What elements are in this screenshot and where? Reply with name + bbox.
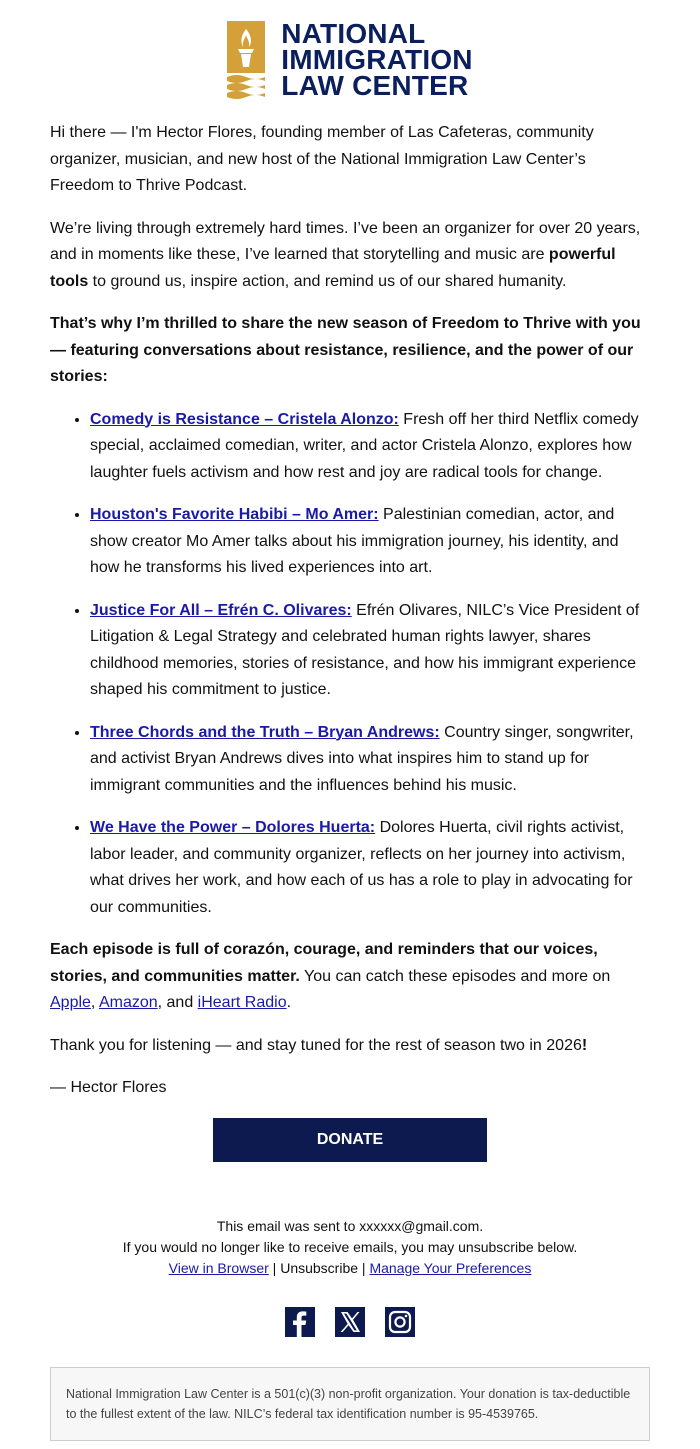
- episode-link-cristela-alonzo[interactable]: Comedy is Resistance – Cristela Alonzo:: [90, 410, 399, 428]
- logo-line-2: IMMIGRATION: [281, 44, 473, 75]
- outro-bold: Each episode is full of corazón, courage, and reminders that our voices, stories, and communities matter.: [50, 941, 598, 985]
- context-text-a: We’re living through extremely hard times. I’ve been an organizer for over 20 years, and in moments like these, I’ve learned that storytelling and music are: [50, 219, 641, 263]
- episode-list: [50, 407, 650, 922]
- footer-sep: |: [358, 1259, 370, 1276]
- thanks-paragraph: [50, 1033, 650, 1060]
- list-item: [90, 815, 650, 921]
- context-bold: powerful tools: [50, 246, 616, 290]
- episode-description: Country singer, songwriter, and activist Bryan Andrews dives into what inspires him to stand up for immigrant communities and the influences behind his music.: [90, 723, 634, 794]
- outro-text: You can catch these episodes and more on: [299, 967, 611, 985]
- facebook-icon[interactable]: [285, 1307, 315, 1337]
- intro-paragraph: Hi there — I'm Hector Flores, founding member of Las Cafeteras, community organizer, musician, and new host of the National Immigration Law Center’s Freedom to Thrive Podcast.: [50, 124, 594, 194]
- list-item: [90, 502, 650, 582]
- torch-logo-icon: [227, 21, 265, 99]
- donate-button[interactable]: DONATE: [213, 1118, 487, 1162]
- episode-link-bryan-andrews[interactable]: Three Chords and the Truth – Bryan Andrews:: [90, 723, 440, 741]
- signoff: — Hector Flores: [50, 1079, 167, 1096]
- episode-description: Dolores Huerta, civil rights activist, labor leader, and community organizer, reflects on her journey into activism, what drives her work, and how each of us has a role to play in advocating for our communities.: [90, 819, 633, 916]
- episode-link-mo-amer[interactable]: Houston's Favorite Habibi – Mo Amer:: [90, 506, 379, 523]
- logo-wordmark: [281, 18, 473, 101]
- episode-description: Palestinian comedian, actor, and show creator Mo Amer talks about his immigration journey, his identity, and how he transforms his lived experiences into art.: [90, 506, 619, 576]
- apple-link[interactable]: Apple: [50, 994, 91, 1011]
- social-icons: [0, 1307, 700, 1337]
- episode-description: Fresh off her third Netflix comedy special, acclaimed comedian, writer, and actor Cristela Alonzo, explores how laughter fuels activism and how rest and joy are radical tools for change.: [90, 410, 639, 481]
- email-content: [0, 120, 700, 1102]
- episode-link-efren-olivares[interactable]: Justice For All – Efrén C. Olivares:: [90, 601, 352, 619]
- x-icon[interactable]: [335, 1307, 365, 1337]
- list-item: [90, 407, 650, 487]
- list-item: [90, 598, 650, 704]
- outro-sep-1: ,: [90, 994, 99, 1011]
- legal-disclaimer: National Immigration Law Center is a 501(c)(3) non-profit organization. Your donation is tax-deductible to the fullest extent of the law. NILC’s federal tax identification number is 95-4539765.: [50, 1367, 650, 1441]
- unsubscribe-link[interactable]: Unsubscribe: [280, 1259, 359, 1276]
- announcement-paragraph: That’s why I’m thrilled to share the new season of Freedom to Thrive with you — featuring conversations about resistance, resilience, and the power of our stories:: [50, 315, 641, 385]
- thanks-text: Thank you for listening — and stay tuned for the rest of season two in 2026: [50, 1036, 582, 1054]
- logo-line-3: LAW CENTER: [281, 70, 469, 101]
- view-in-browser-link[interactable]: View in Browser: [168, 1259, 269, 1276]
- outro-end: .: [286, 994, 292, 1011]
- footer-links: [0, 1258, 700, 1279]
- outro-paragraph: [50, 937, 650, 1017]
- donate-wrap: [0, 1118, 700, 1162]
- nilc-logo[interactable]: [0, 0, 700, 100]
- unsubscribe-note: If you would no longer like to receive emails, you may unsubscribe below.: [122, 1238, 578, 1255]
- list-item: [90, 720, 650, 800]
- outro-sep-2: , and: [157, 994, 198, 1011]
- amazon-link[interactable]: Amazon: [98, 994, 158, 1011]
- email-footer: [0, 1216, 700, 1279]
- context-paragraph: [50, 216, 650, 296]
- iheart-link[interactable]: iHeart Radio: [197, 994, 287, 1011]
- sent-notice: This email was sent to xxxxxx@gmail.com.: [216, 1217, 484, 1234]
- thanks-bang: !: [581, 1036, 588, 1054]
- logo-line-1: NATIONAL: [281, 18, 426, 49]
- context-text-b: to ground us, inspire action, and remind us of our shared humanity.: [88, 272, 567, 290]
- manage-preferences-link[interactable]: Manage Your Preferences: [369, 1259, 532, 1276]
- episode-description: Efrén Olivares, NILC’s Vice President of Litigation & Legal Strategy and celebrated human rights lawyer, shares childhood memories, stories of resistance, and how his immigrant experience shaped his commitment to justice.: [90, 601, 640, 698]
- episode-link-dolores-huerta[interactable]: We Have the Power – Dolores Huerta:: [90, 819, 376, 836]
- footer-sep: |: [268, 1259, 281, 1276]
- instagram-icon[interactable]: [385, 1307, 415, 1337]
